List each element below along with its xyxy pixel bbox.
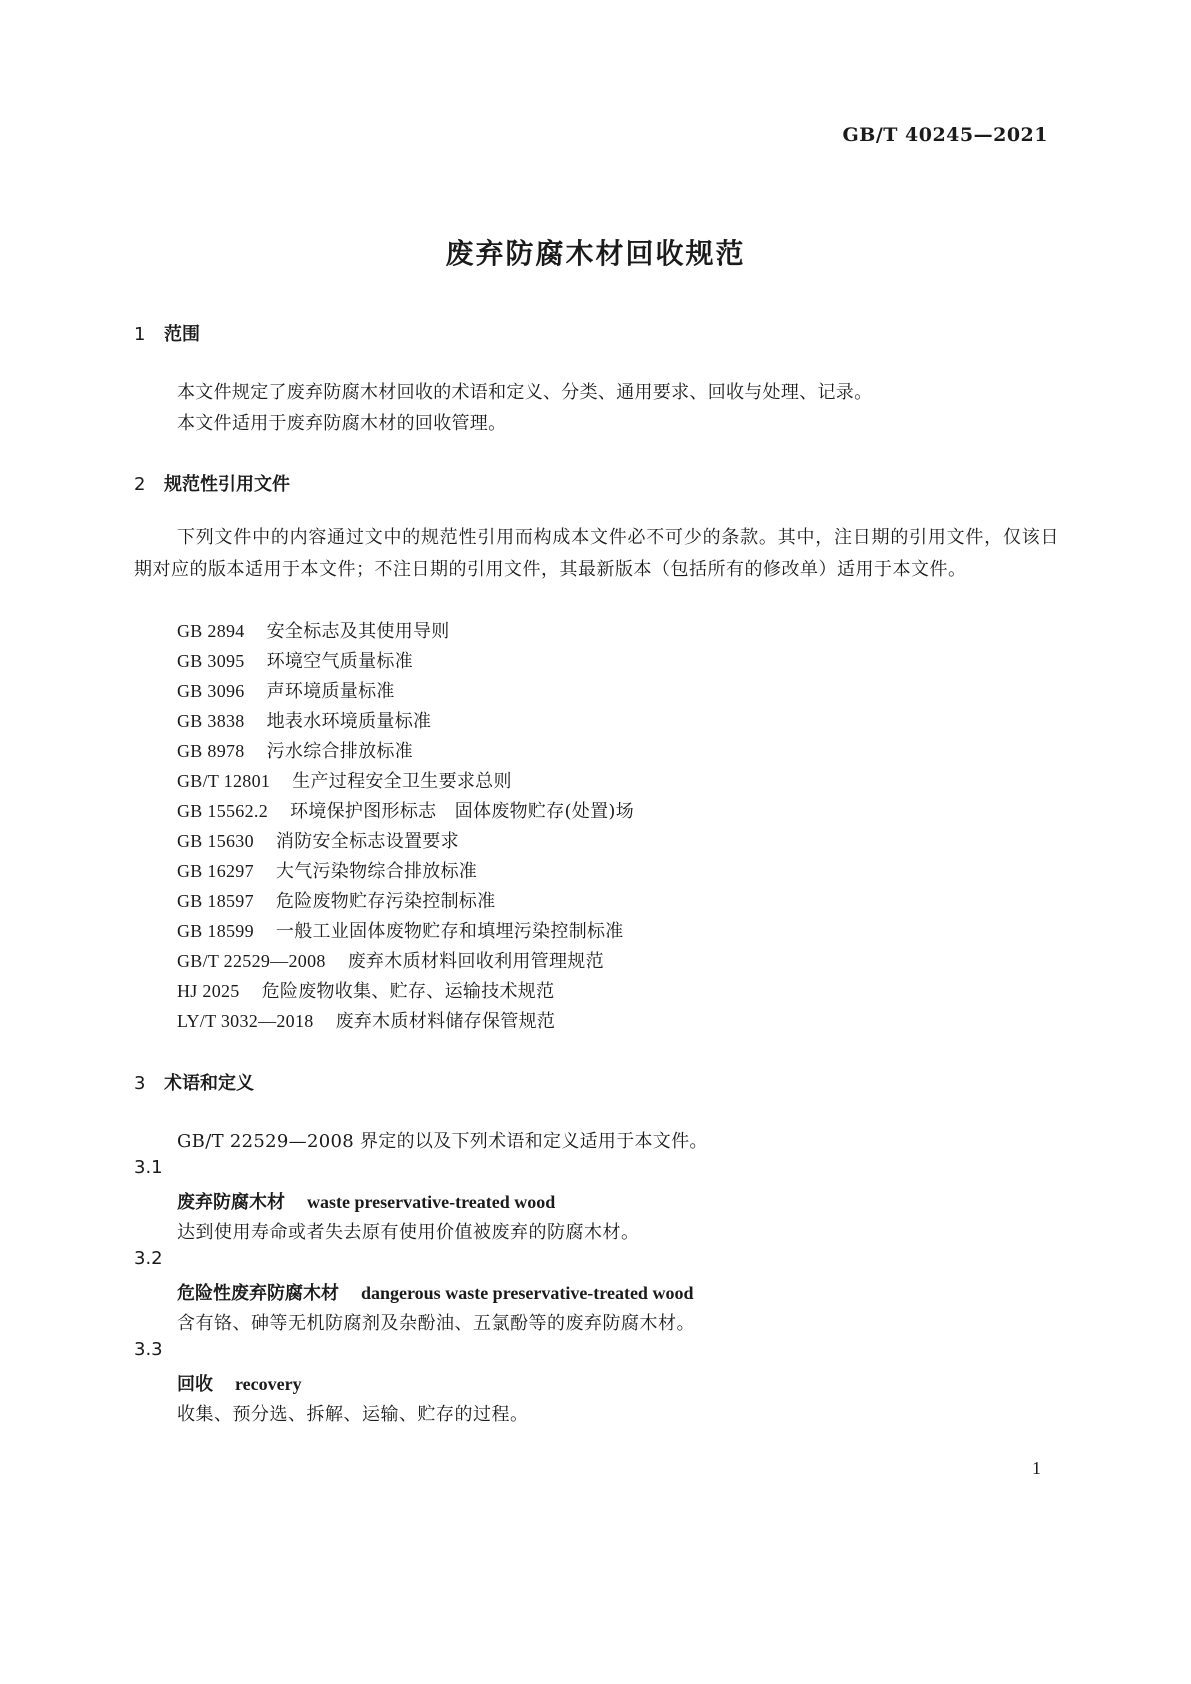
reference-code: GB 15630 [177, 831, 254, 851]
reference-item [177, 737, 413, 763]
reference-item [177, 767, 512, 793]
reference-code: GB 2894 [177, 621, 245, 641]
reference-code: GB/T 22529—2008 [177, 951, 326, 971]
reference-code: GB/T 12801 [177, 771, 271, 791]
reference-title: 生产过程安全卫生要求总则 [292, 771, 512, 792]
term-name-zh: 废弃防腐木材 [177, 1192, 285, 1213]
reference-item [177, 797, 634, 823]
reference-code: GB 16297 [177, 861, 254, 881]
reference-item [177, 917, 624, 943]
section-number: 1 [134, 324, 146, 345]
section-3-heading [134, 1069, 254, 1095]
term-name [177, 1188, 555, 1214]
reference-title: 废弃木质材料储存保管规范 [335, 1011, 556, 1032]
reference-title: 污水综合排放标准 [266, 741, 414, 762]
term-name-en: recovery [235, 1374, 302, 1394]
document-title: 废弃防腐木材回收规范 [445, 237, 746, 270]
reference-code: GB 18599 [177, 921, 254, 941]
section-3-intro: GB/T 22529—2008 界定的以及下列术语和定义适用于本文件。 [177, 1131, 708, 1152]
reference-title: 大气污染物综合排放标准 [275, 861, 478, 882]
term-name [177, 1370, 302, 1396]
section-1-paragraph: 本文件规定了废弃防腐木材回收的术语和定义、分类、通用要求、回收与处理、记录。 [177, 382, 873, 403]
reference-title: 消防安全标志设置要求 [275, 831, 459, 852]
reference-code: HJ 2025 [177, 981, 240, 1001]
reference-code: GB 15562.2 [177, 801, 269, 821]
section-title: 规范性引用文件 [164, 474, 290, 495]
section-2-heading [134, 470, 290, 496]
reference-title: 危险废物收集、贮存、运输技术规范 [261, 981, 555, 1002]
term-name-en: waste preservative-treated wood [307, 1192, 556, 1212]
reference-item [177, 947, 604, 973]
section-number: 2 [134, 474, 146, 495]
reference-code: GB 3095 [177, 651, 245, 671]
section-1-paragraph: 本文件适用于废弃防腐木材的回收管理。 [177, 413, 507, 434]
section-title: 术语和定义 [164, 1073, 254, 1094]
reference-item [177, 677, 395, 703]
reference-item [177, 1007, 555, 1033]
term-definition: 含有铬、砷等无机防腐剂及杂酚油、五氯酚等的废弃防腐木材。 [177, 1313, 695, 1334]
term-number: 3.1 [134, 1157, 163, 1178]
term-definition: 达到使用寿命或者失去原有使用价值被废弃的防腐木材。 [177, 1222, 640, 1243]
section-title: 范围 [164, 324, 200, 345]
reference-item [177, 617, 450, 643]
reference-title: 环境保护图形标志 固体废物贮存(处置)场 [290, 801, 635, 822]
term-name [177, 1279, 693, 1305]
reference-item [177, 647, 413, 673]
reference-item [177, 707, 431, 733]
reference-title: 危险废物贮存污染控制标准 [275, 891, 496, 912]
reference-code: GB 3096 [177, 681, 245, 701]
section-2-intro: 下列文件中的内容通过文中的规范性引用而构成本文件必不可少的条款。其中，注日期的引用文件，仅该日期对应的版本适用于本文件；不注日期的引用文件，其最新版本（包括所有的修改单）适用于本文件。 [134, 527, 1059, 580]
reference-code: GB 8978 [177, 741, 245, 761]
reference-item [177, 977, 554, 1003]
section-number: 3 [134, 1073, 146, 1094]
reference-title: 废弃木质材料回收利用管理规范 [347, 951, 604, 972]
reference-code: GB 3838 [177, 711, 245, 731]
term-name-zh: 回收 [177, 1374, 213, 1395]
reference-title: 地表水环境质量标准 [266, 711, 432, 732]
term-number: 3.3 [134, 1339, 163, 1360]
term-definition: 收集、预分选、拆解、运输、贮存的过程。 [177, 1404, 529, 1425]
reference-title: 安全标志及其使用导则 [266, 621, 450, 642]
page-number: 1 [1032, 1458, 1041, 1478]
reference-code: LY/T 3032—2018 [177, 1011, 314, 1031]
standard-number: GB/T 40245—2021 [842, 124, 1048, 146]
reference-title: 环境空气质量标准 [266, 651, 414, 672]
reference-code: GB 18597 [177, 891, 254, 911]
term-name-zh: 危险性废弃防腐木材 [177, 1283, 339, 1304]
term-number: 3.2 [134, 1248, 163, 1269]
reference-item [177, 887, 496, 913]
term-name-en: dangerous waste preservative-treated wood [361, 1283, 694, 1303]
reference-item [177, 857, 477, 883]
section-1-heading [134, 320, 200, 346]
reference-title: 声环境质量标准 [266, 681, 395, 702]
reference-item [177, 827, 459, 853]
reference-title: 一般工业固体废物贮存和填埋污染控制标准 [275, 921, 624, 942]
